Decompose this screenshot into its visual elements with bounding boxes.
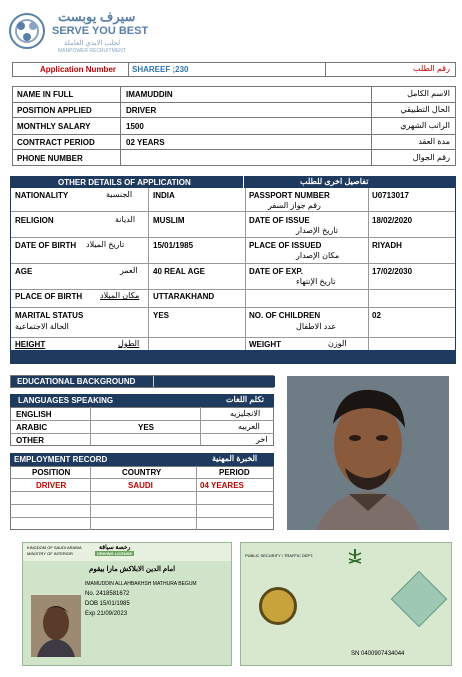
driving-license-back (240, 542, 452, 666)
saudi-emblem-icon (345, 547, 365, 567)
passport-label: PASSPORT NUMBER (249, 191, 330, 200)
phone-label: PHONE NUMBER (17, 154, 83, 163)
logo-english-sub: MANPOWER RECRUITMENT (58, 48, 126, 54)
contract-label: CONTRACT PERIOD (17, 138, 95, 147)
logo-arabic-name: سيرف يوبست (58, 9, 136, 24)
height-label-ar: الطول (118, 339, 140, 348)
issue-date-value: 18/02/2020 (372, 216, 413, 225)
marital-value: YES (153, 311, 170, 320)
issue-date-label: DATE OF ISSUE (249, 216, 310, 225)
license-title: DRIVING LICENSE (97, 551, 133, 556)
position-label-ar: الحال التطبيقي (400, 105, 450, 114)
expiry-value: 17/02/2030 (372, 267, 413, 276)
license-title-ar: رخصة سياقة (99, 545, 131, 551)
children-label: NO. OF CHILDREN (249, 311, 321, 320)
pob-label: PLACE OF BIRTH (15, 292, 83, 301)
license-exp: Exp 21/09/2023 (85, 611, 128, 617)
languages-header-ar: تكلم اللغات (226, 395, 264, 404)
age-label: AGE (15, 267, 33, 276)
emp-row1-position: DRIVER (36, 481, 67, 490)
emp-row1-period: 04 YEARES (200, 481, 244, 490)
nationality-label: NATIONALITY (15, 191, 69, 200)
age-label-ar: العمر (120, 266, 138, 275)
application-number-label-ar: رقم الطلب (413, 64, 450, 73)
license-no: No. 2418581672 (85, 591, 130, 597)
applicant-portrait-icon (287, 376, 449, 530)
contract-value: 02 YEARS (126, 138, 165, 147)
license-ministry: MINISTRY OF INTERIOR (27, 551, 73, 556)
employment-header: EMPLOYMENT RECORD (14, 455, 108, 464)
position-value: DRIVER (126, 106, 157, 115)
license-back-dept: PUBLIC SECURITY / TRAFFIC DEPT. (245, 553, 314, 558)
lang-arabic: ARABIC (16, 423, 48, 432)
weight-label-ar: الوزن (328, 339, 347, 348)
gcc-emblem-icon (259, 587, 297, 625)
employment-header-ar: الخبرة المهنية (212, 454, 258, 463)
driving-license-front (22, 542, 232, 666)
logo-arabic-sub: لجلب الايدي العاملة (64, 40, 121, 47)
contract-label-ar: مدة العقد (418, 137, 450, 146)
license-holder-ar: امام الدين الابلاكش مازا بيقوم (89, 566, 176, 573)
nationality-label-ar: الجنسية (106, 190, 133, 199)
lang-other: OTHER (16, 436, 44, 445)
company-logo (6, 8, 149, 56)
religion-value: MUSLIM (153, 216, 185, 225)
pob-value: UTTARAKHAND (153, 292, 215, 301)
children-value: 02 (372, 311, 381, 320)
nationality-value: INDIA (153, 191, 175, 200)
logo-english-name: SERVE YOU BEST (52, 25, 149, 37)
salary-value: 1500 (126, 122, 144, 131)
lang-english-ar: الانجليزيه (230, 409, 261, 418)
name-value: IMAMUDDIN (126, 90, 173, 99)
pob-label-ar: مكان الميلاد (100, 291, 140, 300)
lang-other-ar: اخر (256, 435, 268, 444)
other-details-header: OTHER DETAILS OF APPLICATION (58, 178, 191, 187)
education-header (10, 375, 274, 388)
height-label: HEIGHT (15, 340, 46, 349)
expiry-label: DATE OF EXP. (249, 267, 303, 276)
application-number-label: Application Number (40, 65, 117, 74)
passport-value: U0713017 (372, 191, 409, 200)
children-label-ar: عدد الاطفال (296, 322, 337, 331)
hologram-icon (391, 571, 448, 628)
issue-place-value: RIYADH (372, 241, 402, 250)
other-details-header-ar: تفاصيل اخرى للطلب (300, 177, 369, 186)
dob-value: 15/01/1985 (153, 241, 194, 250)
weight-label: WEIGHT (249, 340, 281, 349)
dob-label-ar: تاريخ الميلاد (86, 240, 125, 249)
name-label-ar: الاسم الكامل (407, 89, 450, 98)
expiry-label-ar: تاريخ الإنتهاء (296, 277, 336, 286)
col-period: PERIOD (219, 468, 250, 477)
license-back-sn: SN 0400907434044 (351, 651, 405, 657)
issue-place-label-ar: مكان الإصدار (296, 251, 340, 260)
marital-label-ar: الحالة الاجتماعية (15, 322, 69, 331)
languages-header: LANGUAGES SPEAKING (18, 396, 114, 405)
lang-arabic-value: YES (138, 423, 155, 432)
salary-label: MONTHLY SALARY (17, 122, 91, 131)
phone-label-ar: رقم الجوال (412, 153, 450, 162)
license-kingdom: KINGDOM OF SAUDI ARABIA (27, 545, 82, 550)
applicant-photo (287, 376, 449, 530)
lang-english: ENGLISH (16, 410, 52, 419)
logo-emblem-icon (8, 12, 46, 50)
religion-label: RELIGION (15, 216, 54, 225)
application-number-value: SHAREEF ;230 (132, 65, 189, 74)
col-country: COUNTRY (122, 468, 162, 477)
issue-date-label-ar: تاريخ الإصدار (296, 226, 339, 235)
salary-label-ar: الراتب الشهري (400, 121, 450, 130)
issue-place-label: PLACE OF ISSUED (249, 241, 322, 250)
education-header-label: EDUCATIONAL BACKGROUND (17, 377, 136, 386)
dob-label: DATE OF BIRTH (15, 241, 77, 250)
license-portrait-icon (31, 595, 81, 657)
license-holder: IMAMUDDIN ALLAHBAKHSH MATHURA BEGUM (85, 581, 197, 587)
position-label: POSITION APPLIED (17, 106, 92, 115)
name-label: NAME IN FULL (17, 90, 74, 99)
lang-arabic-ar: العربيه (238, 422, 260, 431)
passport-label-ar: رقم جواز السفر (268, 201, 321, 210)
age-value: 40 REAL AGE (153, 267, 206, 276)
religion-label-ar: الديانة (115, 215, 136, 224)
license-holder-photo (31, 595, 81, 657)
emp-row1-country: SAUDI (128, 481, 153, 490)
license-dob: DOB 15/01/1985 (85, 601, 130, 607)
col-position: POSITION (32, 468, 71, 477)
marital-label: MARITAL STATUS (15, 311, 84, 320)
